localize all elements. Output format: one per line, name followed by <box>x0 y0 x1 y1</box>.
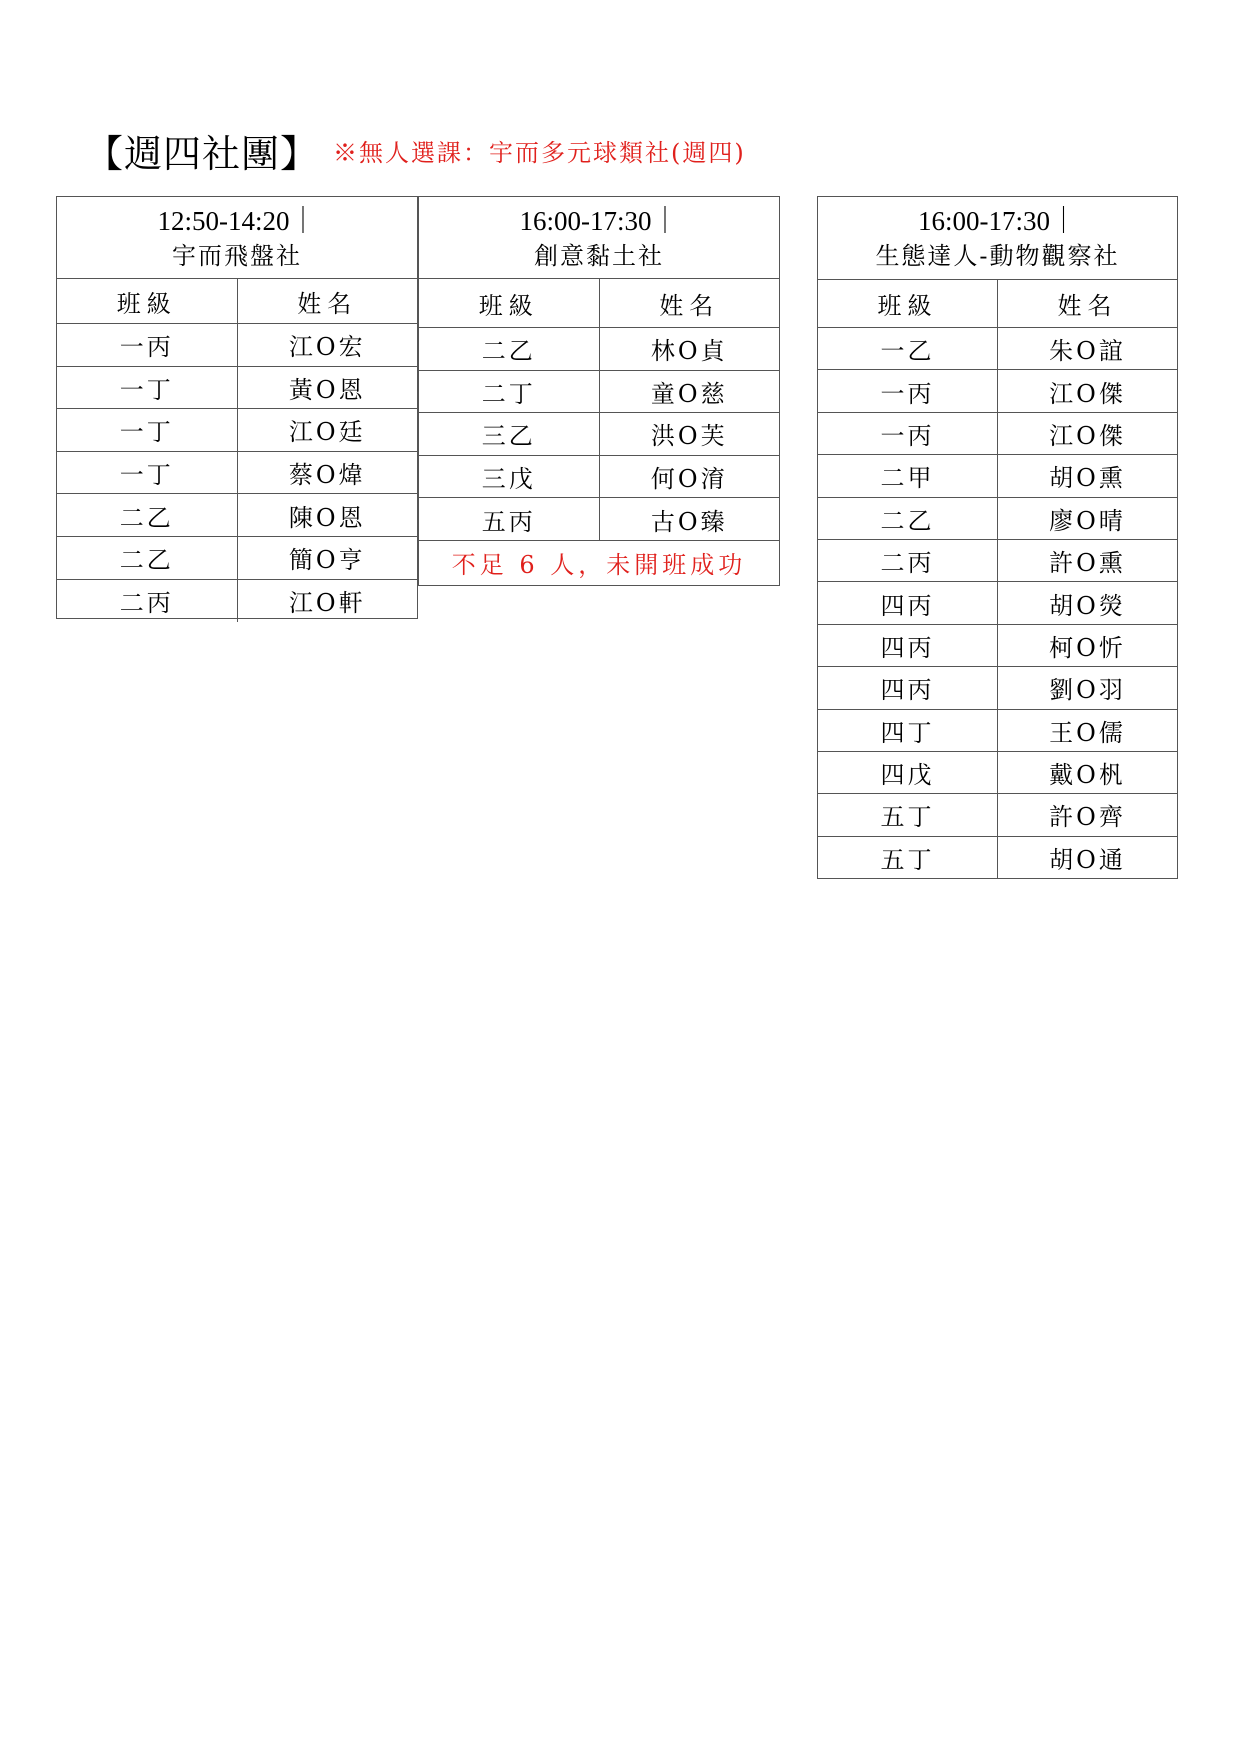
student-name-cell: 胡O熏 <box>997 455 1177 496</box>
table-row <box>57 452 417 495</box>
table-row <box>57 537 417 580</box>
class-cell: 四戊 <box>880 761 935 790</box>
student-name-cell: 黃O恩 <box>237 367 418 409</box>
class-cell: 二丙 <box>119 589 174 618</box>
table-row <box>419 413 779 456</box>
column-header-name: 姓名 <box>237 279 418 323</box>
student-name-cell: 陳O恩 <box>237 494 418 536</box>
club-header <box>419 197 779 279</box>
class-cell: 四丙 <box>880 676 935 705</box>
table-row <box>57 324 417 367</box>
table-row <box>57 580 417 623</box>
student-name-cell: 簡O亨 <box>237 537 418 579</box>
student-name-cell: 蔡O煒 <box>237 452 418 494</box>
table-row <box>818 794 1177 836</box>
club-name: 宇而飛盤社 <box>172 241 302 270</box>
column-header-class: 班級 <box>478 291 539 320</box>
student-name-cell: 許O齊 <box>997 794 1177 835</box>
column-header-row <box>57 279 417 324</box>
class-cell: 二乙 <box>119 503 174 532</box>
table-row <box>818 710 1177 752</box>
club-header <box>57 197 417 279</box>
student-name-cell: 江O軒 <box>237 580 418 623</box>
student-name-cell: 江O宏 <box>237 324 418 366</box>
club-header <box>818 197 1177 280</box>
student-name-cell: 胡O熒 <box>997 582 1177 623</box>
class-cell: 一丁 <box>119 418 174 447</box>
column-header-row <box>419 279 779 328</box>
club-name: 生態達人-動物觀察社 <box>875 242 1120 270</box>
class-cell: 三戊 <box>481 465 536 494</box>
class-cell: 三乙 <box>481 422 536 451</box>
class-cell: 一丙 <box>880 379 935 408</box>
student-name-cell: 胡O通 <box>997 837 1177 879</box>
class-cell: 一丙 <box>119 333 174 362</box>
table-row <box>818 667 1177 709</box>
class-cell: 二丙 <box>880 549 935 578</box>
class-cell: 二乙 <box>481 337 536 366</box>
table-row <box>419 328 779 371</box>
class-cell: 一丁 <box>119 375 174 404</box>
student-name-cell: 許O熏 <box>997 540 1177 581</box>
table-row <box>57 494 417 537</box>
table-row <box>818 498 1177 540</box>
table-row <box>818 455 1177 497</box>
not-opened-notice: 不足 6 人，未開班成功 <box>451 551 747 580</box>
club-time: 16:00-17:30｜ <box>918 206 1077 236</box>
class-cell: 四丁 <box>880 718 935 747</box>
student-name-cell: 洪O芙 <box>599 413 780 455</box>
class-cell: 五丙 <box>481 507 536 536</box>
class-cell: 二乙 <box>119 546 174 575</box>
club-time: 12:50-14:20｜ <box>157 205 317 236</box>
student-name-cell: 江O傑 <box>997 413 1177 454</box>
student-name-cell: 柯O忻 <box>997 625 1177 666</box>
club-table-animal-observation <box>817 196 1178 879</box>
column-header-name: 姓名 <box>997 280 1177 327</box>
table-row <box>818 540 1177 582</box>
table-row <box>57 409 417 452</box>
student-name-cell: 廖O晴 <box>997 498 1177 539</box>
page-title: 【週四社團】 <box>85 131 320 176</box>
class-cell: 五丁 <box>880 846 935 875</box>
student-name-cell: 劉O羽 <box>997 667 1177 708</box>
class-cell: 五丁 <box>880 803 935 832</box>
student-name-cell: 江O廷 <box>237 409 418 451</box>
table-row <box>419 456 779 499</box>
class-cell: 一乙 <box>880 337 935 366</box>
table-row <box>818 752 1177 794</box>
column-header-class: 班級 <box>116 289 177 318</box>
page-heading <box>85 120 746 180</box>
club-time: 16:00-17:30｜ <box>519 205 679 236</box>
column-header-class: 班級 <box>877 292 938 320</box>
club-name: 創意黏土社 <box>534 241 664 270</box>
table-row <box>818 328 1177 370</box>
table-row <box>818 837 1177 879</box>
club-table-clay <box>418 196 780 586</box>
student-name-cell: 林O貞 <box>599 328 780 370</box>
table-row <box>818 413 1177 455</box>
column-header-row <box>818 280 1177 328</box>
table-row <box>818 582 1177 624</box>
club-table-frisbee <box>56 196 418 619</box>
table-row <box>818 625 1177 667</box>
no-enrollment-note: ※無人選課：宇而多元球類社(週四) <box>333 138 746 167</box>
student-name-cell: 朱O誼 <box>997 328 1177 369</box>
column-header-name: 姓名 <box>599 279 780 327</box>
table-row <box>57 367 417 410</box>
class-cell: 四丙 <box>880 633 935 662</box>
table-row <box>818 370 1177 412</box>
student-name-cell: 王O儒 <box>997 710 1177 751</box>
class-cell: 二乙 <box>880 506 935 535</box>
class-cell: 二甲 <box>880 464 935 493</box>
student-name-cell: 何O淯 <box>599 456 780 498</box>
student-name-cell: 戴O杋 <box>997 752 1177 793</box>
class-cell: 一丙 <box>880 421 935 450</box>
class-cell: 一丁 <box>119 461 174 490</box>
class-cell: 四丙 <box>880 591 935 620</box>
student-name-cell: 江O傑 <box>997 370 1177 411</box>
table-row <box>419 371 779 414</box>
student-name-cell: 童O慈 <box>599 371 780 413</box>
class-cell: 二丁 <box>481 379 536 408</box>
table-row <box>419 498 779 541</box>
student-name-cell: 古O臻 <box>599 498 780 540</box>
